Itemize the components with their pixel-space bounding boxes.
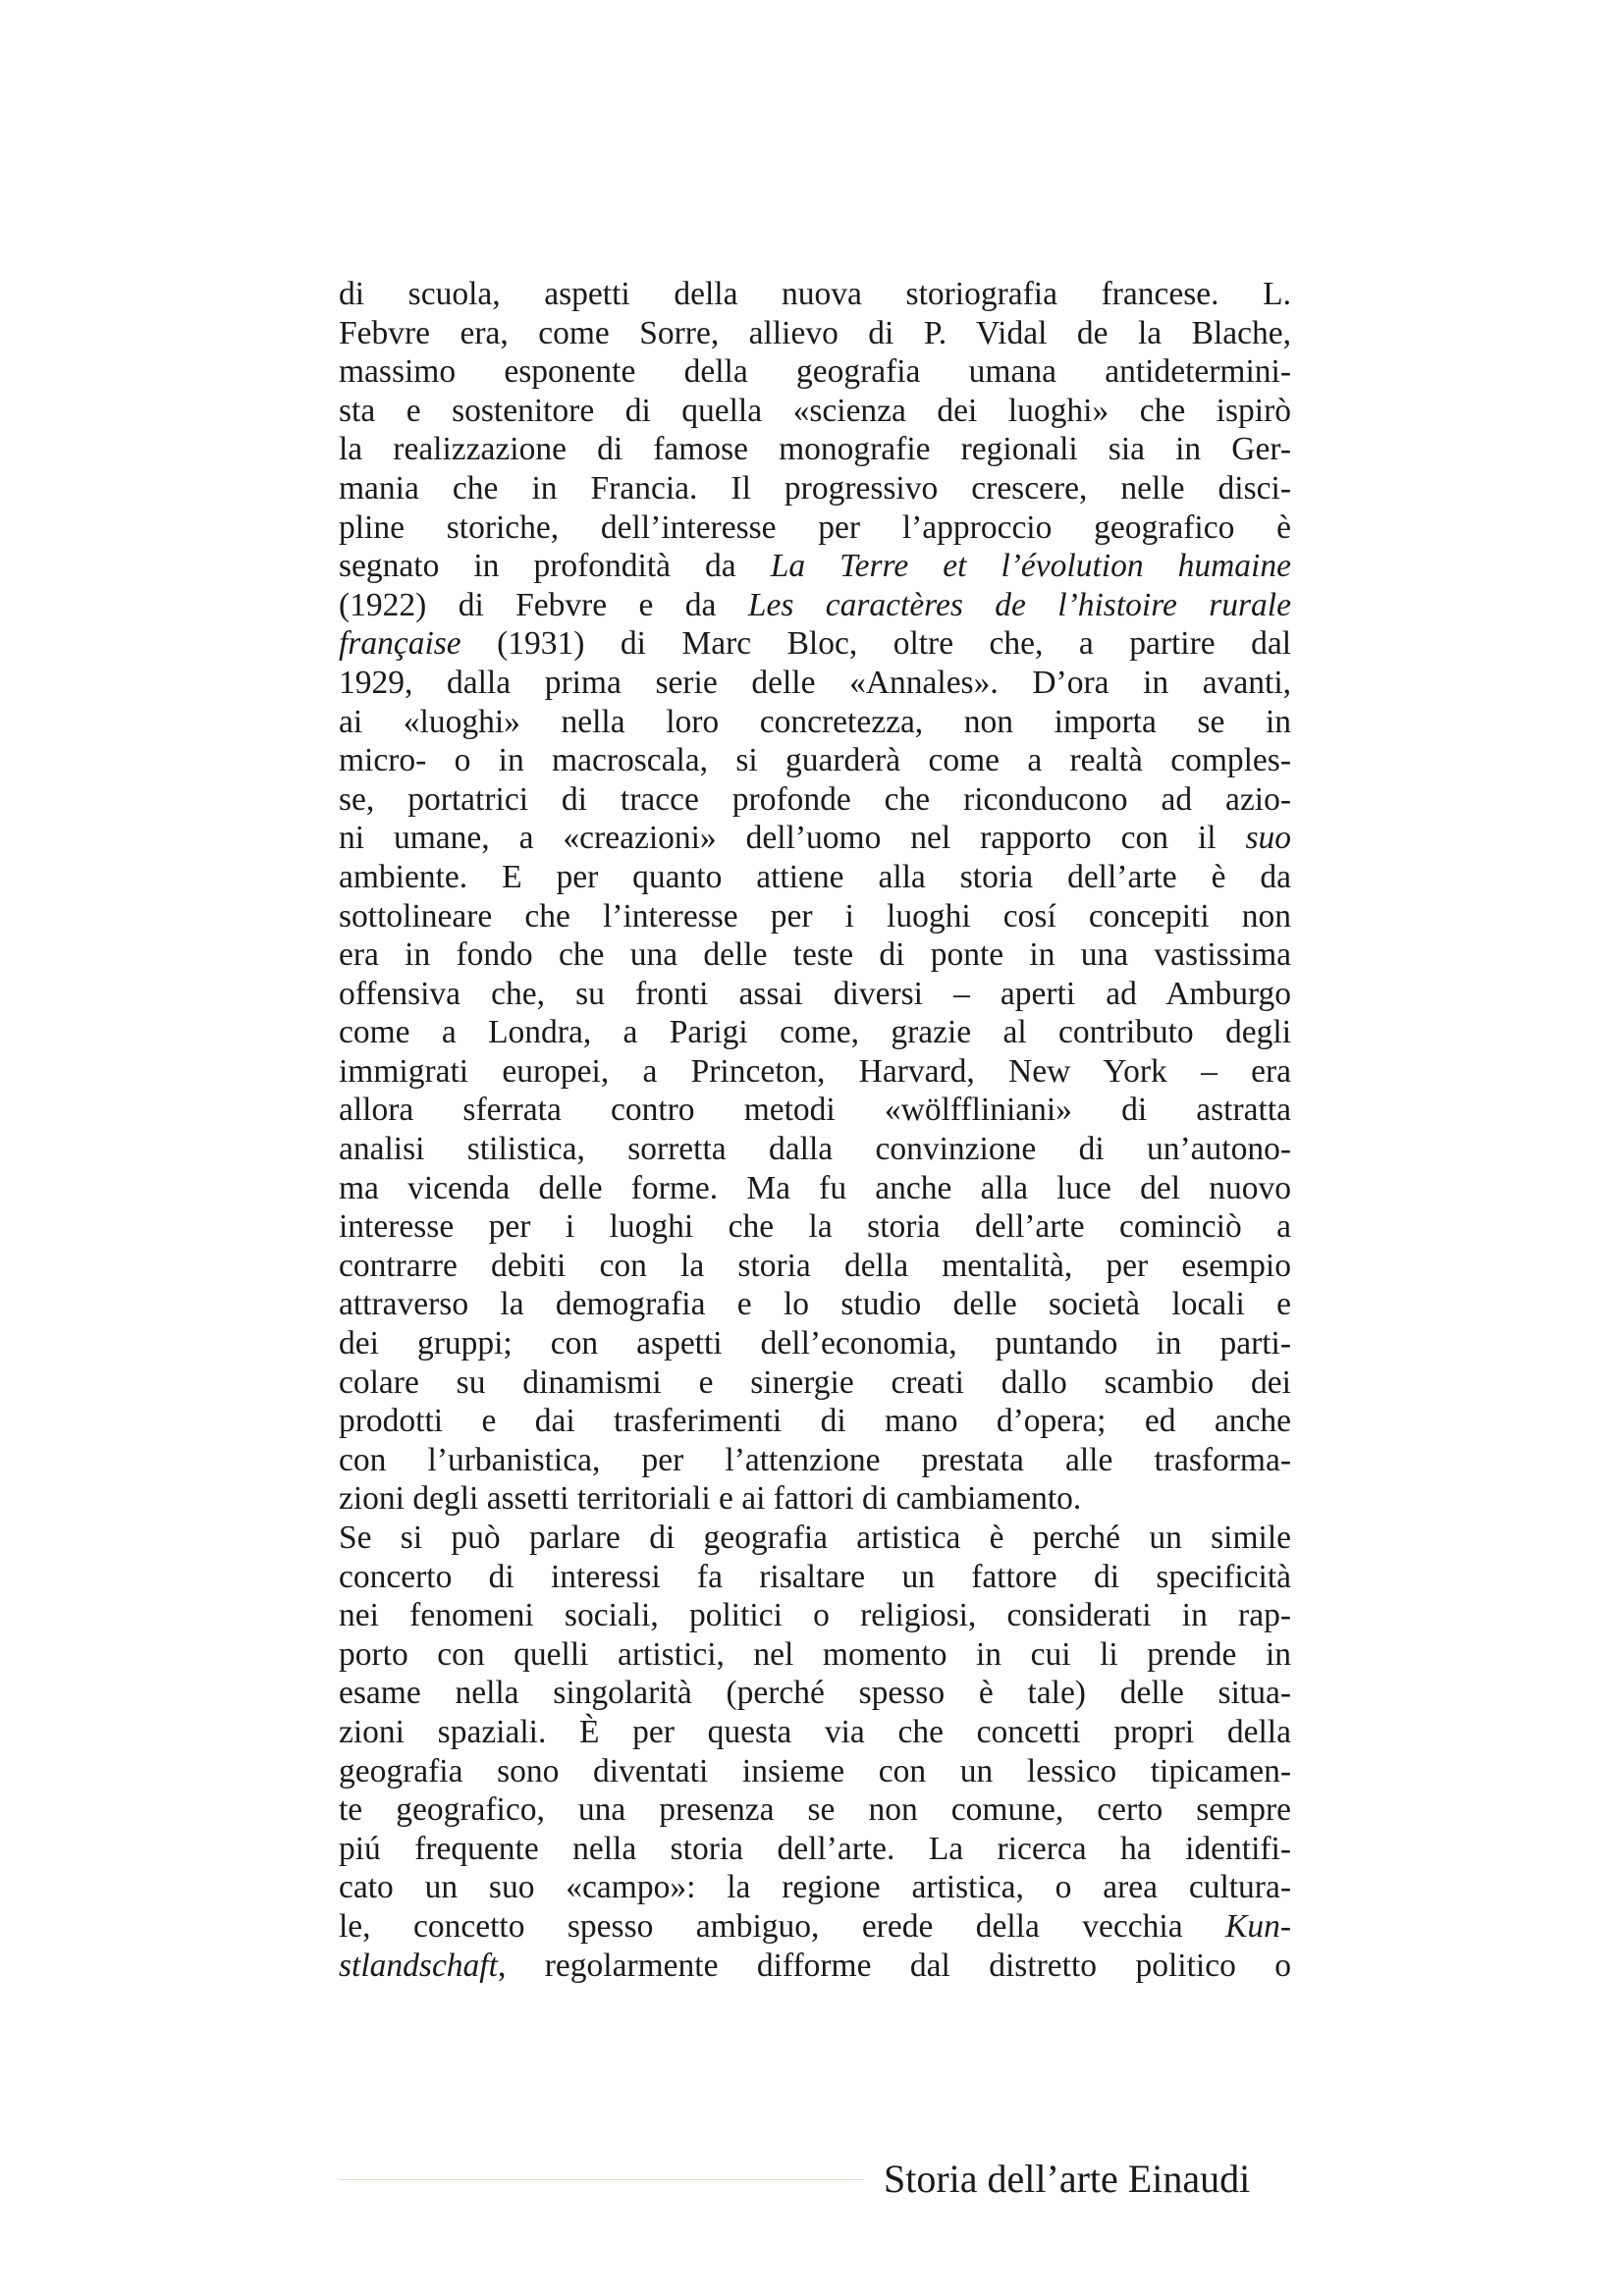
text-line (339, 314, 1291, 353)
text-segment: ambiente. E per quanto attiene alla storia dell’arte è da (339, 858, 1291, 895)
text-segment: ni umane, a «creazioni» dell’uomo nel rapporto con il (339, 820, 1246, 857)
italic-text: française (339, 625, 461, 663)
text-segment: Febvre era, come Sorre, allievo di P. Vidal de la Blache, (339, 314, 1291, 351)
text-line (339, 897, 1291, 936)
text-segment: pline storiche, dell’interesse per l’approccio geografico è (339, 508, 1291, 546)
text-line (339, 1635, 1291, 1675)
text-segment: dei gruppi; con aspetti dell’economia, puntando in parti- (339, 1325, 1291, 1362)
text-segment: era in fondo che una delle teste di ponte in una vastissima (339, 936, 1291, 974)
text-line (339, 858, 1291, 897)
text-line (339, 1713, 1291, 1752)
text-line (339, 547, 1291, 586)
text-segment: te geografico, una presenza se non comune, certo sempre (339, 1791, 1291, 1829)
text-segment: segnato in profondità da (339, 548, 771, 585)
text-segment: sottolineare che l’interesse per i luoghi cosí concepiti non (339, 897, 1291, 934)
text-segment: porto con quelli artistici, nel momento in cui li prende in (339, 1635, 1291, 1673)
text-line (339, 1091, 1291, 1130)
text-segment: se, portatrici di tracce profonde che riconducono ad azio- (339, 780, 1291, 818)
text-line (339, 430, 1291, 469)
text-line (339, 469, 1291, 508)
text-line (339, 975, 1291, 1014)
text-segment: analisi stilistica, sorretta dalla convinzione di un’autono- (339, 1131, 1291, 1168)
italic-text: Les caractères de l’histoire rurale (747, 586, 1291, 623)
text-segment: massimo esponente della geografia umana antidetermini- (339, 353, 1291, 391)
text-line (339, 1674, 1291, 1713)
text-segment: immigrati europei, a Princeton, Harvard, New York – era (339, 1052, 1291, 1090)
text-line (339, 780, 1291, 820)
text-line (339, 1013, 1291, 1052)
text-line (339, 1207, 1291, 1247)
footer-title: Storia dell’arte Einaudi (884, 2157, 1251, 2201)
text-segment: con l’urbanistica, per l’attenzione prestata alle trasforma- (339, 1441, 1291, 1478)
text-segment: Se si può parlare di geografia artistica è perché un simile (339, 1520, 1291, 1556)
text-line (339, 741, 1291, 780)
text-segment: offensiva che, su fronti assai diversi – aperti ad Amburgo (339, 975, 1291, 1012)
text-line (339, 1402, 1291, 1441)
text-line (339, 1363, 1291, 1403)
text-line (339, 624, 1291, 664)
text-segment: (1922) di Febvre e da (339, 586, 748, 623)
text-line (339, 935, 1291, 975)
text-line (339, 275, 1291, 314)
text-segment: (1931) di Marc Bloc, oltre che, a partire dal (460, 625, 1291, 663)
text-segment: 1929, dalla prima serie delle «Annales». D’ora in avanti, (339, 664, 1291, 701)
text-segment: colare su dinamismi e sinergie creati dallo scambio dei (339, 1363, 1291, 1401)
text-line (339, 1790, 1291, 1830)
text-line (339, 1868, 1291, 1907)
text-segment: micro- o in macroscala, si guarderà come a realtà comples- (339, 742, 1291, 779)
text-line (339, 1947, 1291, 1986)
text-line (339, 1169, 1291, 1208)
text-line (339, 1519, 1291, 1558)
text-segment: sta e sostenitore di quella «scienza dei luoghi» che ispirò (339, 392, 1291, 429)
text-line (339, 1558, 1291, 1597)
body-text (339, 275, 1291, 1985)
text-segment: piú frequente nella storia dell’arte. La ricerca ha identifi- (339, 1830, 1291, 1867)
text-segment: contrarre debiti con la storia della mentalità, per esempio (339, 1247, 1291, 1284)
italic-text: stlandschaft (339, 1947, 498, 1984)
text-segment: ai «luoghi» nella loro concretezza, non importa se in (339, 703, 1291, 740)
text-line (339, 508, 1291, 548)
text-segment: cato un suo «campo»: la regione artistica, o area cultura- (339, 1869, 1291, 1906)
text-segment: le, concetto spesso ambiguo, erede della vecchia (339, 1907, 1225, 1945)
text-segment: di scuola, aspetti della nuova storiografia francese. L. (339, 276, 1291, 312)
text-line (339, 352, 1291, 392)
text-segment: interesse per i luoghi che la storia dell’arte cominciò a (339, 1208, 1291, 1246)
text-line (339, 1830, 1291, 1869)
text-segment: zioni degli assetti territoriali e ai fattori di cambiamento. (339, 1480, 1082, 1518)
text-line (339, 664, 1291, 703)
text-segment: concerto di interessi fa risaltare un fattore di specificità (339, 1558, 1291, 1595)
text-segment: la realizzazione di famose monografie regionali sia in Ger- (339, 431, 1291, 468)
text-segment: allora sferrata contro metodi «wölffliniani» di astratta (339, 1092, 1291, 1129)
text-segment: ma vicenda delle forme. Ma fu anche alla luce del nuovo (339, 1169, 1291, 1206)
text-line (339, 1596, 1291, 1635)
text-line (339, 1907, 1291, 1947)
text-line (339, 1285, 1291, 1324)
text-segment: zioni spaziali. È per questa via che concetti propri della (339, 1713, 1291, 1750)
text-segment: come a Londra, a Parigi come, grazie al contributo degli (339, 1014, 1291, 1051)
text-line (339, 1324, 1291, 1363)
text-line (339, 1752, 1291, 1791)
text-line (339, 1130, 1291, 1169)
text-line (339, 1052, 1291, 1092)
text-line (339, 392, 1291, 431)
text-segment: mania che in Francia. Il progressivo crescere, nelle disci- (339, 469, 1291, 507)
italic-text: La Terre et l’évolution humaine (770, 548, 1291, 585)
footer-rule (339, 2179, 864, 2180)
italic-text: Kun- (1225, 1907, 1291, 1945)
text-segment: , regolarmente difforme dal distretto politico o (497, 1947, 1291, 1984)
text-segment: attraverso la demografia e lo studio delle società locali e (339, 1286, 1291, 1323)
text-line (339, 703, 1291, 742)
text-segment: prodotti e dai trasferimenti di mano d’opera; ed anche (339, 1403, 1291, 1440)
text-line (339, 819, 1291, 858)
text-segment: nei fenomeni sociali, politici o religiosi, considerati in rap- (339, 1597, 1291, 1634)
text-line (339, 1479, 1291, 1519)
text-line (339, 1247, 1291, 1286)
text-segment: esame nella singolarità (perché spesso è tale) delle situa- (339, 1675, 1291, 1712)
italic-text: suo (1245, 820, 1291, 857)
text-line (339, 1441, 1291, 1480)
text-line (339, 586, 1291, 625)
text-segment: geografia sono diventati insieme con un lessico tipicamen- (339, 1752, 1291, 1789)
